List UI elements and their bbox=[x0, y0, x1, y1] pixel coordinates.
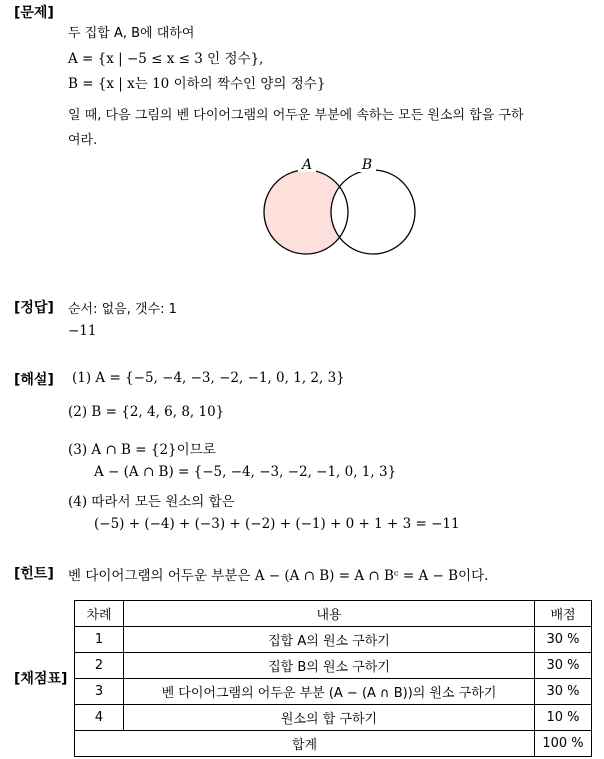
problem-set-b: B = {x | x는 10 이하의 짝수인 양의 정수} bbox=[68, 76, 326, 92]
solution-step-3b: A − (A ∩ B) = {−5, −4, −3, −2, −1, 0, 1, 3} bbox=[94, 464, 397, 480]
grading-total-row bbox=[75, 731, 592, 757]
hint-label: [힌트] bbox=[14, 566, 54, 582]
answer-line-1: 순서: 없음, 갯수: 1 bbox=[68, 302, 177, 317]
solution-label: [해설] bbox=[14, 372, 54, 388]
solution-step-1: (1) A = {−5, −4, −3, −2, −1, 0, 1, 2, 3} bbox=[72, 370, 345, 386]
table-row bbox=[75, 679, 592, 705]
grading-row-content: 집합 A의 원소 구하기 bbox=[124, 627, 535, 653]
solution-step-4b: (−5) + (−4) + (−3) + (−2) + (−1) + 0 + 1 + 3 = −11 bbox=[94, 516, 460, 532]
grading-total-label: 합계 bbox=[75, 731, 535, 757]
grading-total-points: 100 % bbox=[535, 731, 592, 757]
grading-row-content: 벤 다이어그램의 어두운 부분 (A − (A ∩ B))의 원소 구하기 bbox=[124, 679, 535, 705]
grading-row-content: 집합 B의 원소 구하기 bbox=[124, 653, 535, 679]
answer-label: [정답] bbox=[14, 300, 54, 316]
answer-value: −11 bbox=[68, 323, 97, 339]
problem-set-a: A = {x | −5 ≤ x ≤ 3 인 정수}, bbox=[68, 51, 264, 67]
venn-label-b: B bbox=[361, 157, 373, 173]
grading-row-points: 30 % bbox=[535, 627, 592, 653]
grading-row-points: 30 % bbox=[535, 679, 592, 705]
table-row bbox=[75, 653, 592, 679]
hint-text: 벤 다이어그램의 어두운 부분은 A − (A ∩ B) = A ∩ Bᶜ = A − B이다. bbox=[68, 568, 489, 584]
grading-header-no: 차례 bbox=[75, 601, 124, 627]
grading-row-no: 1 bbox=[75, 627, 124, 653]
grading-table bbox=[74, 600, 592, 757]
problem-line-5: 여라. bbox=[68, 133, 98, 148]
grading-header-row bbox=[75, 601, 592, 627]
grading-header-points: 배점 bbox=[535, 601, 592, 627]
problem-line-4: 일 때, 다음 그림의 벤 다이어그램의 어두운 부분에 속하는 모든 원소의 합을 구하 bbox=[68, 108, 524, 123]
grading-row-no: 2 bbox=[75, 653, 124, 679]
solution-step-4a: (4) 따라서 모든 원소의 합은 bbox=[68, 494, 235, 510]
table-row bbox=[75, 627, 592, 653]
grading-label: [채점표] bbox=[14, 671, 68, 687]
venn-label-a: A bbox=[301, 157, 313, 173]
grading-row-points: 30 % bbox=[535, 653, 592, 679]
table-row bbox=[75, 705, 592, 731]
grading-row-points: 10 % bbox=[535, 705, 592, 731]
solution-step-3a: (3) A ∩ B = {2}이므로 bbox=[68, 442, 216, 458]
grading-header-content: 내용 bbox=[124, 601, 535, 627]
problem-label: [문제] bbox=[14, 5, 54, 21]
grading-row-no: 4 bbox=[75, 705, 124, 731]
grading-row-content: 원소의 합 구하기 bbox=[124, 705, 535, 731]
solution-step-2: (2) B = {2, 4, 6, 8, 10} bbox=[68, 404, 225, 420]
grading-row-no: 3 bbox=[75, 679, 124, 705]
problem-line-1: 두 집합 A, B에 대하여 bbox=[68, 26, 195, 41]
venn-diagram bbox=[250, 150, 430, 265]
